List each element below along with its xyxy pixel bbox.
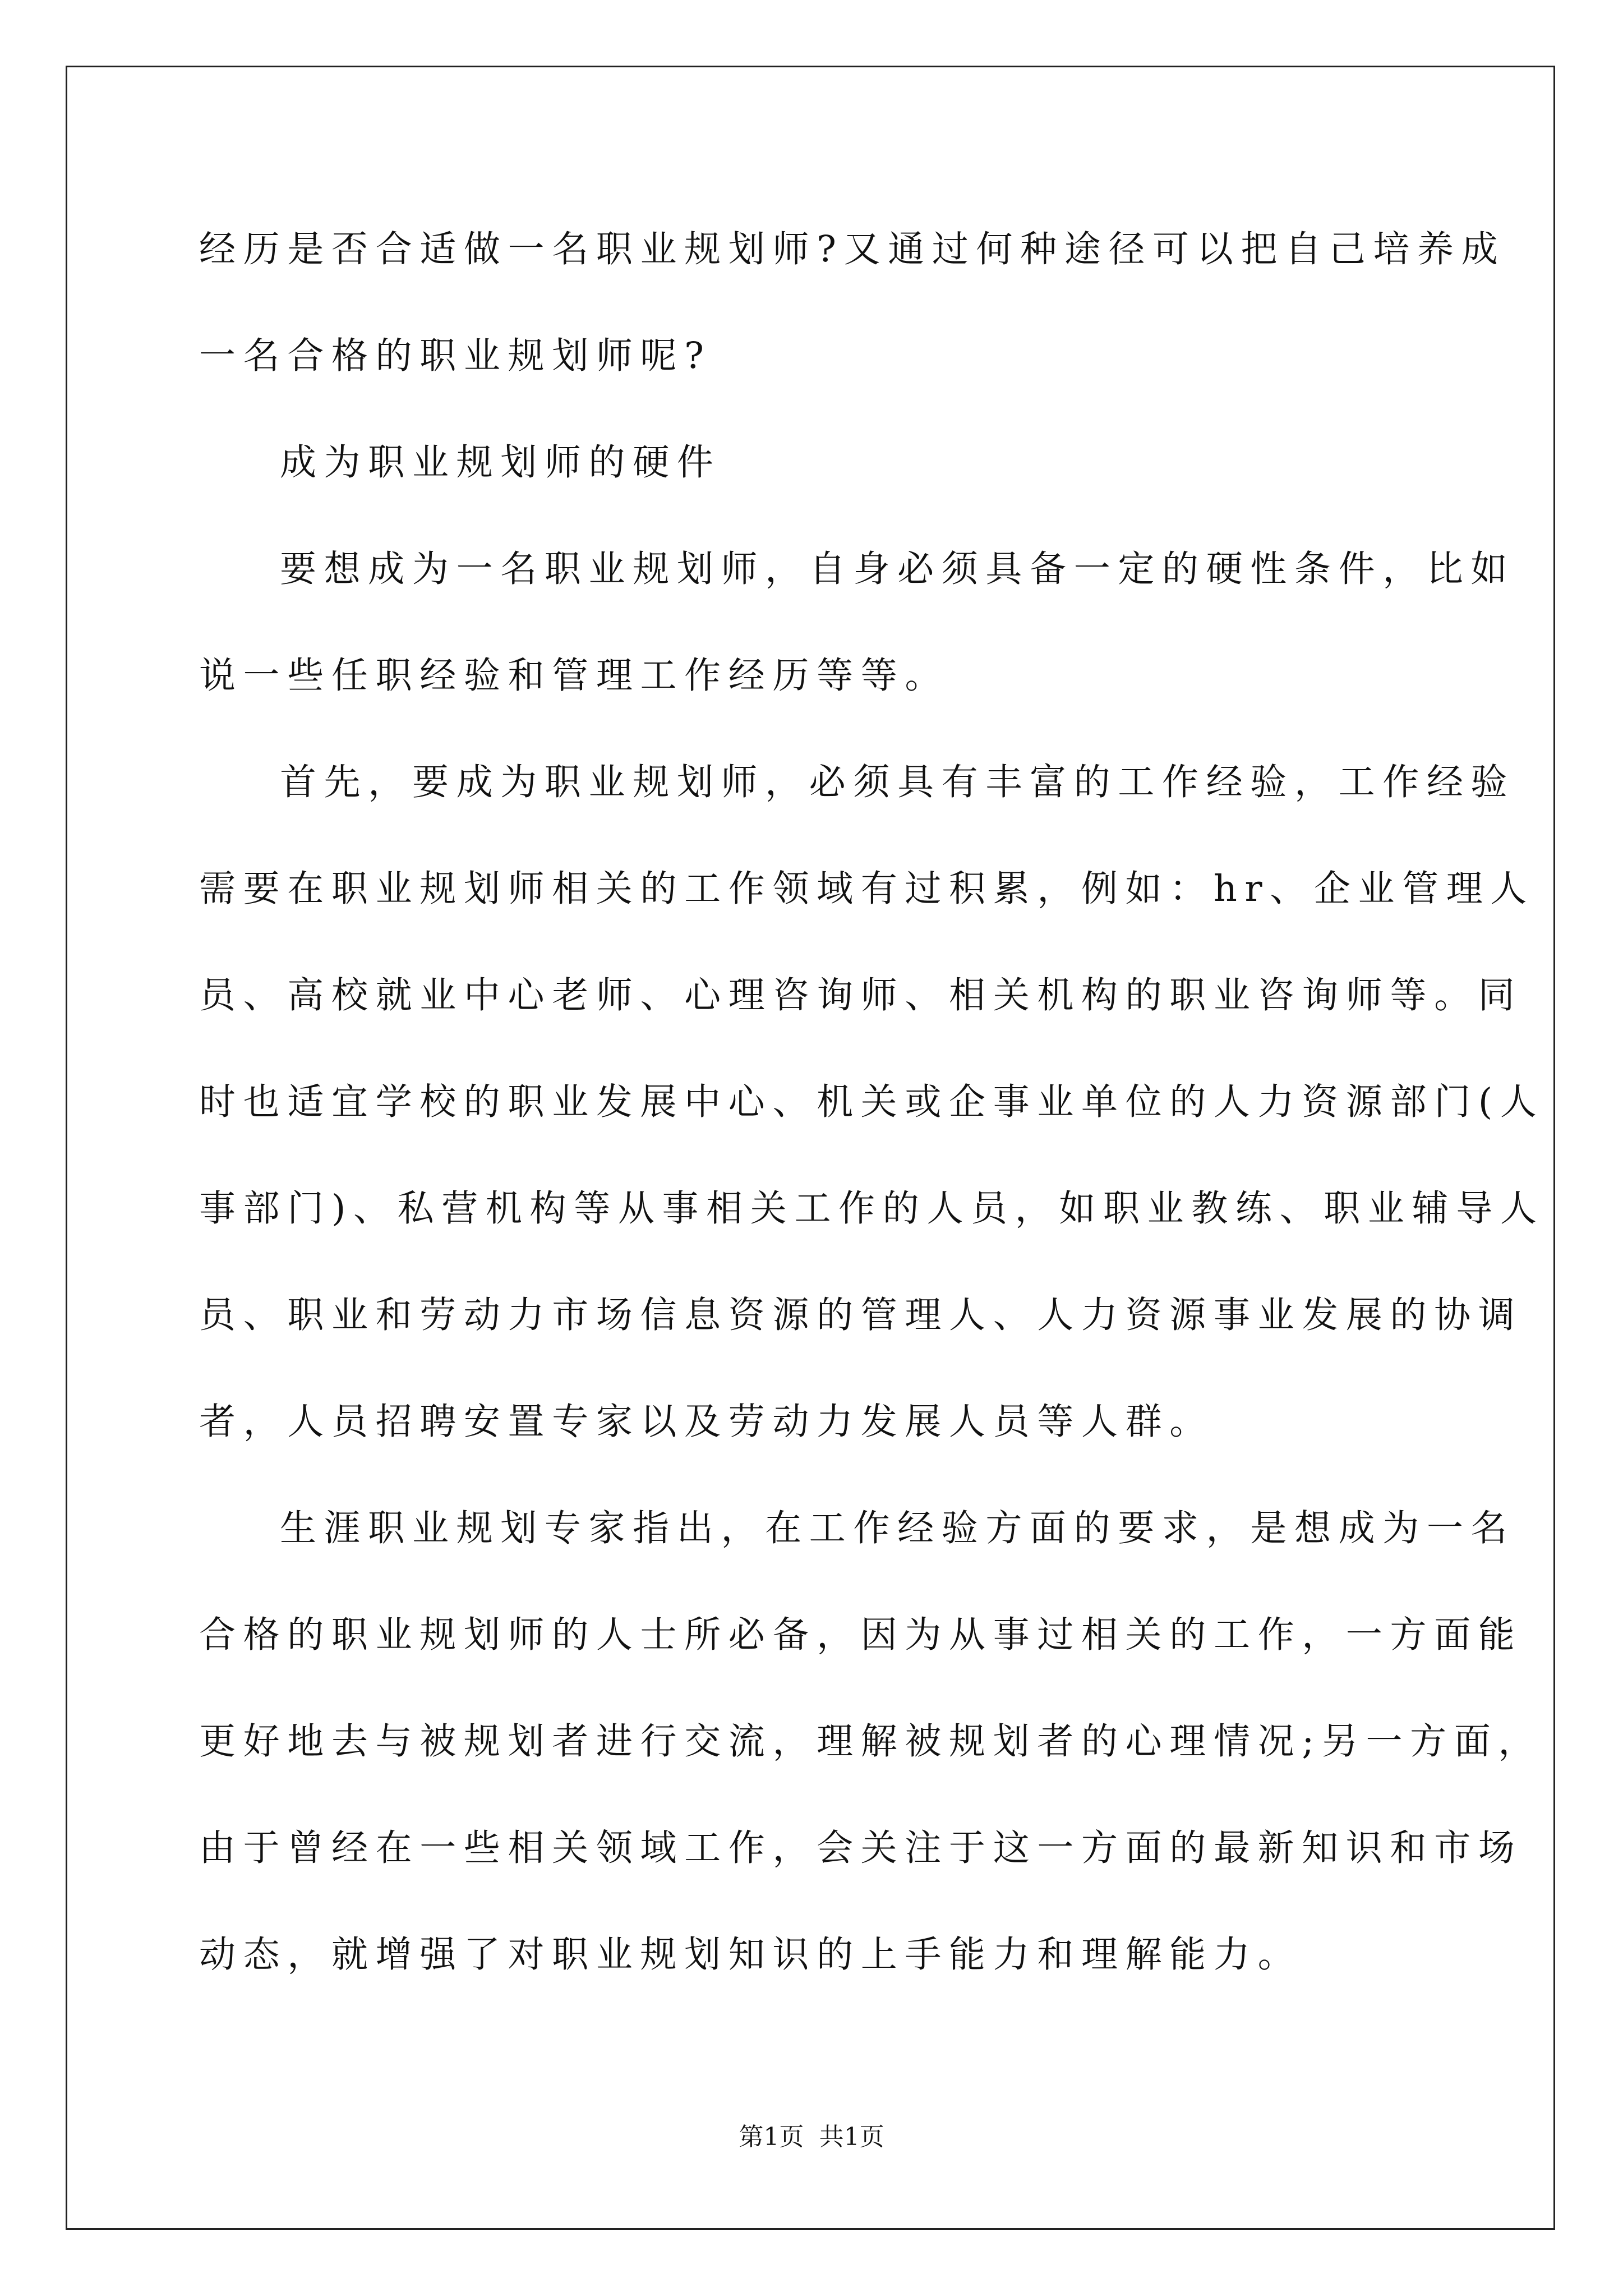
page-footer: 第1页 共1页 [739, 2123, 884, 2151]
text-line: 经历是否合适做一名职业规划师?又通过何种途径可以把自己培养成 [199, 228, 1506, 270]
text-line: 合格的职业规划师的人士所必备，因为从事过相关的工作，一方面能 [199, 1614, 1523, 1656]
text-line: 首先，要成为职业规划师，必须具有丰富的工作经验，工作经验 [280, 761, 1515, 803]
text-line: 员、职业和劳动力市场信息资源的管理人、人力资源事业发展的协调 [199, 1294, 1523, 1336]
document-body [199, 213, 1544, 2025]
text-line: 员、高校就业中心老师、心理咨询师、相关机构的职业咨询师等。同 [199, 974, 1523, 1016]
text-line: 事部门)、私营机构等从事相关工作的人员，如职业教练、职业辅导人 [199, 1188, 1544, 1230]
text-line: 由于曾经在一些相关领域工作，会关注于这一方面的最新知识和市场 [199, 1827, 1523, 1869]
text-line: 要想成为一名职业规划师，自身必须具备一定的硬性条件，比如 [280, 548, 1515, 590]
text-line: 需要在职业规划师相关的工作领域有过积累，例如：hr、企业管理人 [199, 868, 1535, 910]
text-line: 一名合格的职业规划师呢? [199, 335, 712, 377]
text-line: 生涯职业规划专家指出，在工作经验方面的要求，是想成为一名 [280, 1507, 1515, 1549]
text-line: 者，人员招聘安置专家以及劳动力发展人员等人群。 [199, 1401, 1214, 1443]
text-line: 时也适宜学校的职业发展中心、机关或企事业单位的人力资源部门(人 [199, 1081, 1544, 1123]
section-heading: 成为职业规划师的硬件 [280, 441, 721, 484]
text-line: 更好地去与被规划者进行交流，理解被规划者的心理情况;另一方面， [199, 1720, 1543, 1763]
text-line: 说一些任职经验和管理工作经历等等。 [199, 655, 949, 697]
text-line: 动态，就增强了对职业规划知识的上手能力和理解能力。 [199, 1934, 1302, 1976]
